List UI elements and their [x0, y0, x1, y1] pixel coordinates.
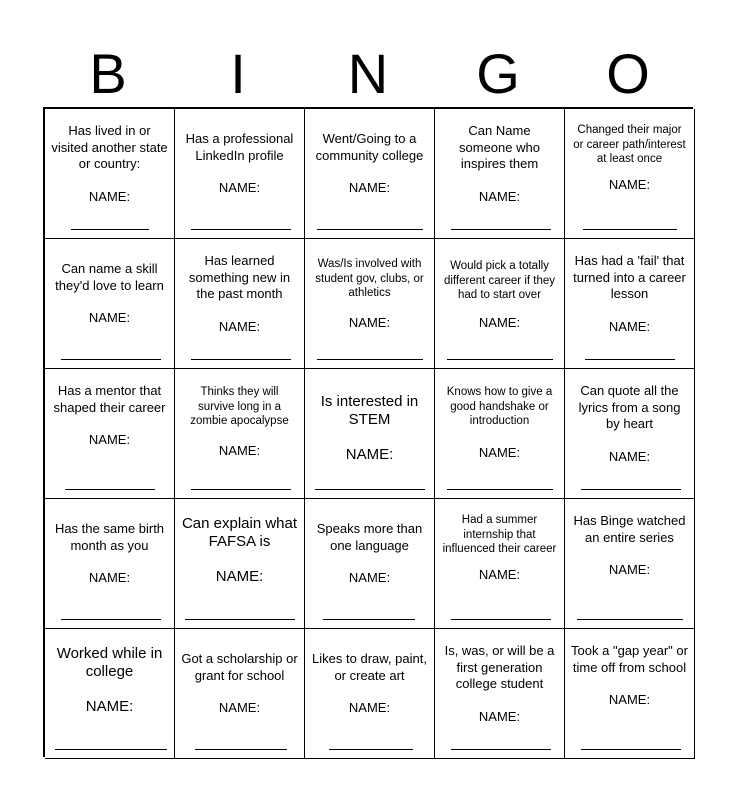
- bingo-square[interactable]: [175, 499, 305, 629]
- bingo-square[interactable]: [565, 499, 695, 629]
- name-label: NAME:: [608, 692, 651, 707]
- square-prompt: Can name a skill they'd love to learn: [55, 261, 164, 293]
- bingo-square[interactable]: [175, 369, 305, 499]
- square-prompt: Went/Going to a community college: [315, 131, 424, 163]
- square-prompt: Has had a 'fail' that turned into a career lesson: [573, 253, 686, 301]
- bingo-square[interactable]: [45, 499, 175, 629]
- name-write-line[interactable]: [185, 619, 295, 620]
- bingo-square[interactable]: [435, 369, 565, 499]
- square-prompt: Was/Is involved with student gov, clubs, or athletics: [315, 258, 424, 299]
- name-write-line[interactable]: [329, 749, 413, 750]
- bingo-square[interactable]: [175, 239, 305, 369]
- bingo-square[interactable]: [435, 499, 565, 629]
- square-prompt: Is interested in STEM: [320, 393, 419, 428]
- bingo-square[interactable]: [45, 369, 175, 499]
- bingo-square[interactable]: [565, 629, 695, 759]
- square-prompt: Took a "gap year" or time off from school: [571, 643, 688, 675]
- bingo-square[interactable]: [435, 239, 565, 369]
- name-label: NAME:: [218, 700, 261, 715]
- name-label: NAME:: [478, 444, 521, 460]
- square-prompt: Has lived in or visited another state or country:: [51, 123, 168, 171]
- name-write-line[interactable]: [585, 359, 675, 360]
- name-write-line[interactable]: [447, 489, 553, 490]
- bingo-square[interactable]: [305, 109, 435, 239]
- name-label: NAME:: [88, 188, 131, 204]
- square-prompt: Has a professional LinkedIn profile: [185, 131, 294, 163]
- bingo-square[interactable]: [565, 109, 695, 239]
- name-label: NAME:: [348, 180, 391, 195]
- name-label: NAME:: [478, 314, 521, 330]
- name-write-line[interactable]: [581, 749, 681, 750]
- name-label: NAME:: [218, 442, 261, 458]
- square-prompt: Got a scholarship or grant for school: [181, 651, 298, 683]
- square-prompt: Changed their major or career path/interest at least once: [573, 124, 686, 165]
- square-prompt: Has learned something new in the past month: [188, 253, 291, 301]
- name-write-line[interactable]: [65, 489, 155, 490]
- name-write-line[interactable]: [451, 619, 551, 620]
- square-prompt: Has the same birth month as you: [54, 521, 165, 553]
- square-prompt: Would pick a totally different career if they had to start over: [443, 260, 555, 301]
- name-label: NAME:: [478, 566, 521, 582]
- bingo-square[interactable]: [565, 239, 695, 369]
- name-label: NAME:: [85, 698, 134, 715]
- bingo-square[interactable]: [305, 499, 435, 629]
- bingo-card-grid: [43, 107, 693, 757]
- name-write-line[interactable]: [447, 359, 553, 360]
- name-write-line[interactable]: [317, 229, 423, 230]
- header-letter-i: I: [230, 42, 246, 105]
- name-label: NAME:: [88, 432, 131, 447]
- name-label: NAME:: [478, 188, 521, 204]
- bingo-square[interactable]: [45, 109, 175, 239]
- header-letter-g: G: [476, 42, 520, 105]
- name-label: NAME:: [478, 708, 521, 724]
- square-prompt: Has a mentor that shaped their career: [53, 383, 166, 415]
- name-label: NAME:: [218, 180, 261, 195]
- name-write-line[interactable]: [315, 489, 425, 490]
- name-write-line[interactable]: [191, 359, 291, 360]
- name-label: NAME:: [608, 562, 651, 577]
- name-write-line[interactable]: [191, 489, 291, 490]
- bingo-square[interactable]: [305, 369, 435, 499]
- square-prompt: Likes to draw, paint, or create art: [312, 651, 427, 683]
- bingo-header: [43, 40, 693, 108]
- header-letter-b: B: [89, 42, 127, 105]
- bingo-square[interactable]: [45, 629, 175, 759]
- name-label: NAME:: [88, 570, 131, 585]
- name-write-line[interactable]: [191, 229, 291, 230]
- bingo-square[interactable]: [45, 239, 175, 369]
- name-label: NAME:: [348, 700, 391, 715]
- name-label: NAME:: [348, 314, 391, 330]
- bingo-square[interactable]: [175, 629, 305, 759]
- name-write-line[interactable]: [195, 749, 287, 750]
- header-letter-o: O: [606, 42, 650, 105]
- name-label: NAME:: [348, 570, 391, 585]
- name-label: NAME:: [215, 568, 264, 585]
- square-prompt: Can explain what FAFSA is: [181, 515, 298, 550]
- square-prompt: Knows how to give a good handshake or introduction: [446, 386, 553, 427]
- bingo-square[interactable]: [435, 629, 565, 759]
- square-prompt: Has Binge watched an entire series: [573, 513, 686, 545]
- name-label: NAME:: [218, 318, 261, 334]
- name-write-line[interactable]: [581, 489, 681, 490]
- square-prompt: Speaks more than one language: [316, 521, 423, 553]
- bingo-square[interactable]: [175, 109, 305, 239]
- name-write-line[interactable]: [71, 229, 149, 230]
- square-prompt: Can Name someone who inspires them: [459, 123, 540, 171]
- name-write-line[interactable]: [323, 619, 415, 620]
- bingo-square[interactable]: [305, 239, 435, 369]
- header-letter-n: N: [347, 42, 389, 105]
- square-prompt: Can quote all the lyrics from a song by heart: [578, 383, 681, 431]
- name-label: NAME:: [608, 318, 651, 334]
- name-write-line[interactable]: [451, 229, 551, 230]
- square-prompt: Worked while in college: [56, 645, 163, 680]
- name-write-line[interactable]: [317, 359, 423, 360]
- name-write-line[interactable]: [55, 749, 167, 750]
- bingo-square[interactable]: [565, 369, 695, 499]
- name-label: NAME:: [608, 448, 651, 464]
- name-label: NAME:: [88, 310, 131, 325]
- name-write-line[interactable]: [61, 359, 161, 360]
- name-write-line[interactable]: [61, 619, 161, 620]
- square-prompt: Is, was, or will be a first generation college student: [444, 643, 555, 691]
- name-label: NAME:: [608, 176, 651, 192]
- name-write-line[interactable]: [583, 229, 677, 230]
- name-label: NAME:: [345, 446, 394, 463]
- name-write-line[interactable]: [451, 749, 551, 750]
- square-prompt: Thinks they will survive long in a zombie apocalypse: [190, 386, 289, 427]
- name-write-line[interactable]: [577, 619, 683, 620]
- square-prompt: Had a summer internship that influenced their career: [442, 514, 557, 555]
- bingo-square[interactable]: [305, 629, 435, 759]
- bingo-square[interactable]: [435, 109, 565, 239]
